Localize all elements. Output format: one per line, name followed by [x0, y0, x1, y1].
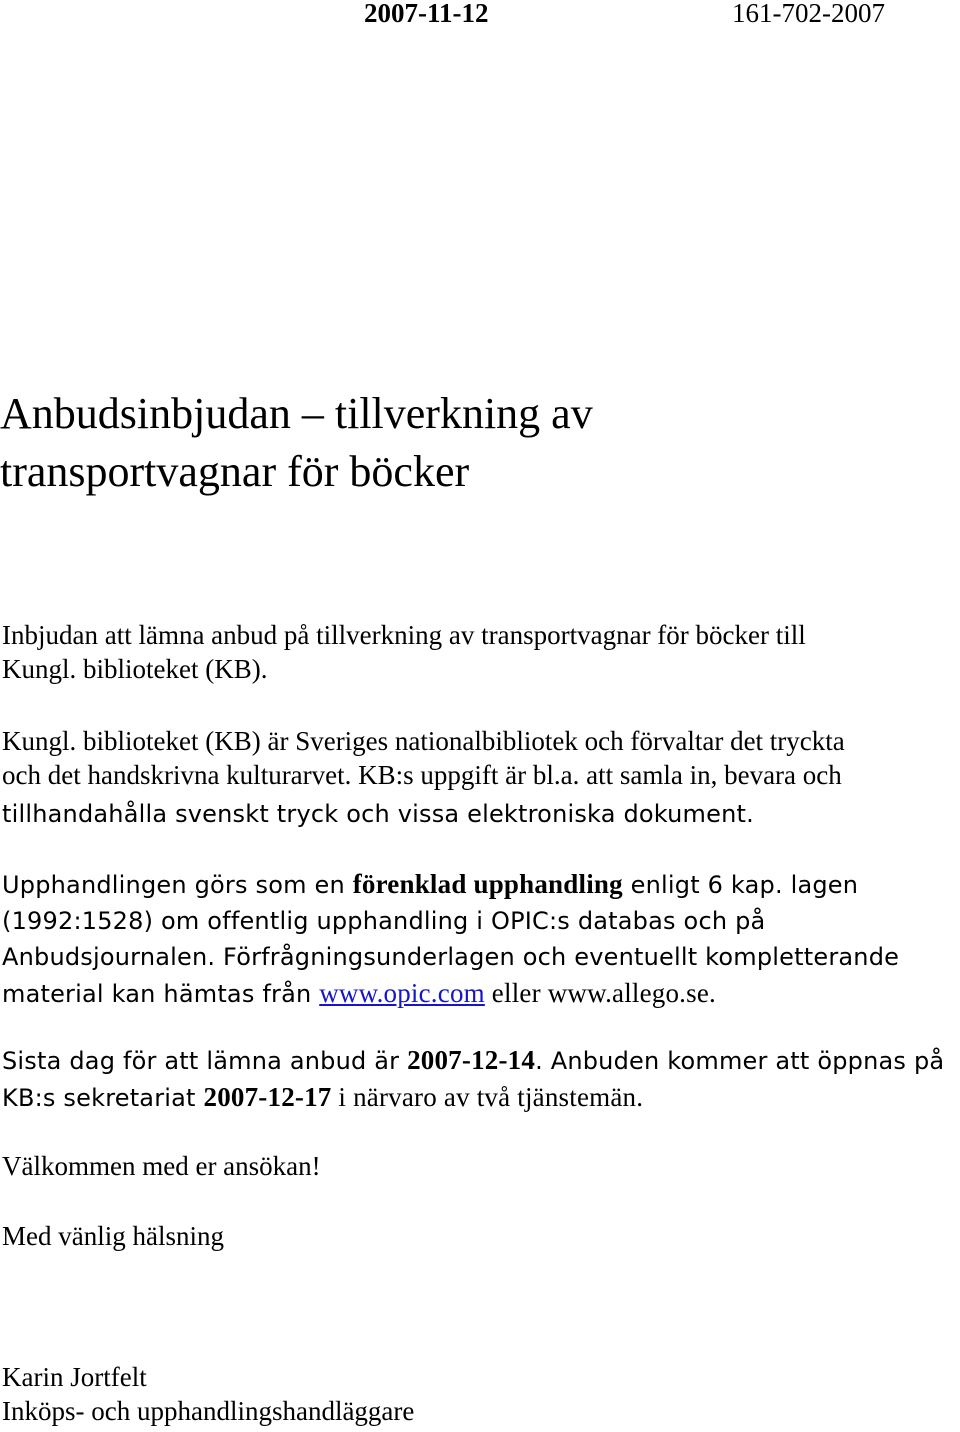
deadline-line-1-end: . Anbuden kommer att öppnas på	[535, 1047, 945, 1075]
page-title	[0, 385, 593, 501]
signatory-name: Karin Jortfelt	[2, 1362, 147, 1392]
submission-deadline: 2007-12-14	[407, 1045, 536, 1075]
procurement-line-1-end: enligt 6 kap. lagen	[622, 871, 859, 899]
procurement-type: förenklad upphandling	[352, 869, 623, 899]
welcome-text: Välkommen med er ansökan!	[2, 1151, 321, 1181]
procurement-line-3: Anbudsjournalen. Förfrågningsunderlagen och eventuellt kompletterande	[2, 943, 900, 971]
deadline-paragraph	[2, 1042, 944, 1116]
procurement-paragraph	[2, 866, 899, 1012]
procurement-line-4-start: material kan hämtas från	[2, 980, 320, 1008]
about-line-2: och det handskrivna kulturarvet. KB:s uppgift är bl.a. att samla in, bevara och	[2, 760, 842, 790]
procurement-line-4-end: eller www.allego.se.	[484, 978, 716, 1008]
intro-paragraph	[2, 618, 806, 686]
procurement-line-1	[2, 866, 899, 903]
opening-date: 2007-12-17	[203, 1082, 332, 1112]
deadline-line-1-start: Sista dag för att lämna anbud är	[2, 1047, 408, 1075]
deadline-line-2	[2, 1079, 944, 1116]
document-reference-number: 161-702-2007	[732, 0, 885, 28]
procurement-line-4	[2, 975, 899, 1012]
procurement-line-2: (1992:1528) om offentlig upphandling i OPIC:s databas och på	[2, 907, 766, 935]
deadline-line-2-end: i närvaro av två tjänstemän.	[331, 1082, 644, 1112]
signatory-role: Inköps- och upphandlingshandläggare	[2, 1396, 415, 1426]
opic-link[interactable]: www.opic.com	[319, 978, 485, 1008]
title-line-2: transportvagnar för böcker	[0, 447, 470, 496]
title-line-1: Anbudsinbjudan – tillverkning av	[0, 389, 593, 438]
deadline-line-2-start: KB:s sekretariat	[2, 1084, 204, 1112]
deadline-line-1	[2, 1042, 944, 1079]
document-date: 2007-11-12	[364, 0, 489, 28]
about-line-1: Kungl. biblioteket (KB) är Sveriges nationalbibliotek och förvaltar det tryckta	[2, 726, 845, 756]
intro-line-1: Inbjudan att lämna anbud på tillverkning av transportvagnar för böcker till	[2, 620, 806, 650]
about-line-3: tillhandahålla svenskt tryck och vissa elektroniska dokument.	[2, 800, 754, 828]
closing-text: Med vänlig hälsning	[2, 1221, 224, 1251]
intro-line-2: Kungl. biblioteket (KB).	[2, 654, 268, 684]
about-paragraph-continued	[2, 760, 754, 832]
procurement-line-1-start: Upphandlingen görs som en	[2, 871, 353, 899]
signature-block	[2, 1360, 414, 1428]
